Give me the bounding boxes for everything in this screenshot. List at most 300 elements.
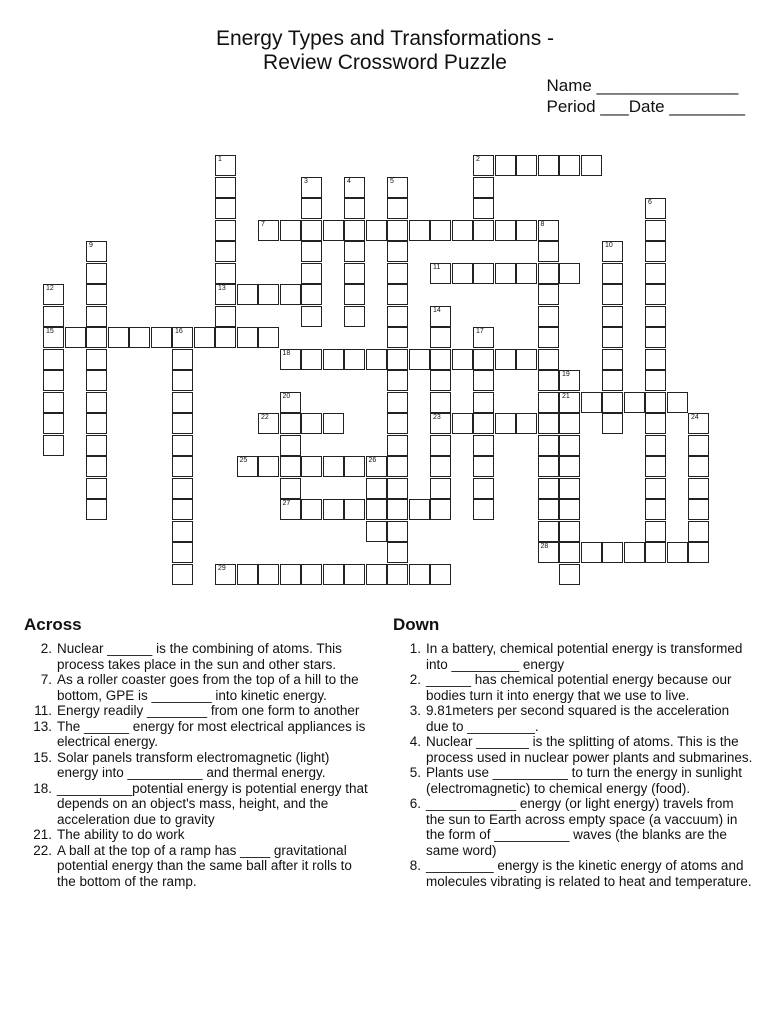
crossword-cell[interactable] xyxy=(86,327,107,348)
crossword-cell[interactable] xyxy=(86,456,107,477)
clue-text: Nuclear ______ is the combining of atoms. This process takes place in the sun and other stars. xyxy=(57,641,342,672)
crossword-cell[interactable] xyxy=(280,456,301,477)
crossword-cell[interactable] xyxy=(516,413,537,434)
crossword-cell[interactable] xyxy=(452,263,473,284)
crossword-cell[interactable] xyxy=(215,241,236,262)
crossword-cell[interactable] xyxy=(409,349,430,370)
crossword-cell[interactable] xyxy=(602,392,623,413)
crossword-cell[interactable] xyxy=(86,284,107,305)
crossword-cell[interactable] xyxy=(473,370,494,391)
crossword-cell[interactable] xyxy=(516,263,537,284)
crossword-cell[interactable] xyxy=(86,370,107,391)
crossword-cell[interactable] xyxy=(258,456,279,477)
name-field[interactable]: Name _______________ xyxy=(546,76,739,95)
crossword-cell[interactable] xyxy=(237,564,258,585)
crossword-cell[interactable] xyxy=(108,327,129,348)
crossword-cell[interactable] xyxy=(172,478,193,499)
crossword-cell[interactable] xyxy=(559,521,580,542)
crossword-cell[interactable] xyxy=(645,435,666,456)
crossword-cell[interactable] xyxy=(301,499,322,520)
crossword-cell[interactable] xyxy=(430,392,451,413)
crossword-cell[interactable] xyxy=(387,263,408,284)
crossword-cell[interactable] xyxy=(516,220,537,241)
crossword-cell[interactable] xyxy=(172,564,193,585)
crossword-cell[interactable] xyxy=(473,456,494,477)
crossword-cell[interactable] xyxy=(430,456,451,477)
clue-number: 11. xyxy=(34,703,52,718)
down-clue xyxy=(393,858,753,889)
crossword-cell[interactable] xyxy=(280,413,301,434)
crossword-cell[interactable] xyxy=(344,564,365,585)
crossword-cell[interactable] xyxy=(344,241,365,262)
crossword-cell[interactable] xyxy=(43,392,64,413)
crossword-cell[interactable] xyxy=(538,306,559,327)
crossword-cell[interactable] xyxy=(86,349,107,370)
crossword-cell[interactable] xyxy=(344,456,365,477)
period-date-field[interactable]: Period ___Date ________ xyxy=(546,97,745,116)
crossword-cell[interactable] xyxy=(344,306,365,327)
crossword-cell[interactable] xyxy=(452,349,473,370)
crossword-cell[interactable] xyxy=(645,499,666,520)
cell-number: 11 xyxy=(433,263,441,271)
clue-number: 8. xyxy=(409,858,421,873)
crossword-cell[interactable] xyxy=(602,349,623,370)
clue-number: 7. xyxy=(40,672,52,687)
crossword-cell[interactable] xyxy=(43,327,64,348)
crossword-cell[interactable] xyxy=(215,284,236,305)
crossword-cell[interactable] xyxy=(387,284,408,305)
crossword-cell[interactable] xyxy=(280,435,301,456)
crossword-cell[interactable] xyxy=(473,499,494,520)
crossword-cell[interactable] xyxy=(301,306,322,327)
crossword-cell[interactable] xyxy=(538,413,559,434)
crossword-cell[interactable] xyxy=(387,564,408,585)
crossword-cell[interactable] xyxy=(172,327,193,348)
crossword-cell[interactable] xyxy=(667,542,688,563)
crossword-cell[interactable] xyxy=(86,263,107,284)
crossword-cell[interactable] xyxy=(495,413,516,434)
clue-text: _________ energy is the kinetic energy of atoms and molecules vibrating is related to heat and temperature. xyxy=(426,858,752,889)
crossword-cell[interactable] xyxy=(301,413,322,434)
crossword-cell[interactable] xyxy=(667,392,688,413)
crossword-cell[interactable] xyxy=(538,435,559,456)
crossword-cell[interactable] xyxy=(538,220,559,241)
crossword-cell[interactable] xyxy=(280,284,301,305)
clue-text: As a roller coaster goes from the top of a hill to the bottom, GPE is ________ into kinetic energy. xyxy=(57,672,359,703)
crossword-cell[interactable] xyxy=(387,413,408,434)
cell-number: 22 xyxy=(261,414,269,421)
crossword-cell[interactable] xyxy=(645,542,666,563)
crossword-cell[interactable] xyxy=(387,306,408,327)
crossword-cell[interactable] xyxy=(430,349,451,370)
crossword-cell[interactable] xyxy=(366,521,387,542)
crossword-cell[interactable] xyxy=(688,413,709,434)
crossword-cell[interactable] xyxy=(280,564,301,585)
across-heading: Across xyxy=(24,615,82,634)
crossword-cell[interactable] xyxy=(301,198,322,219)
crossword-cell[interactable] xyxy=(473,177,494,198)
crossword-cell[interactable] xyxy=(43,435,64,456)
clue-text: In a battery, chemical potential energy is transformed into _________ energy xyxy=(426,641,743,672)
crossword-cell[interactable] xyxy=(409,499,430,520)
crossword-cell[interactable] xyxy=(344,499,365,520)
crossword-cell[interactable] xyxy=(581,155,602,176)
crossword-cell[interactable] xyxy=(473,413,494,434)
down-clues xyxy=(393,615,753,889)
crossword-cell[interactable] xyxy=(538,349,559,370)
cell-number: 19 xyxy=(562,371,570,378)
cell-number: 26 xyxy=(368,457,377,464)
cell-number: 5 xyxy=(390,177,394,185)
crossword-cell[interactable] xyxy=(43,349,64,370)
crossword-cell[interactable] xyxy=(301,177,322,198)
crossword-cell[interactable] xyxy=(215,220,236,241)
crossword-cell[interactable] xyxy=(645,392,666,413)
crossword-cell[interactable] xyxy=(688,478,709,499)
clue-text: Nuclear _______ is the splitting of atoms. This is the process used in nuclear power plants and submarines. xyxy=(426,734,753,765)
crossword-cell[interactable] xyxy=(215,177,236,198)
clue-number: 21. xyxy=(33,827,52,842)
crossword-cell[interactable] xyxy=(430,413,451,434)
crossword-cell[interactable] xyxy=(430,564,451,585)
crossword-cell[interactable] xyxy=(301,564,322,585)
crossword-cell[interactable] xyxy=(624,542,645,563)
cell-number: 16 xyxy=(175,328,183,335)
crossword-cell[interactable] xyxy=(172,521,193,542)
crossword-cell[interactable] xyxy=(366,478,387,499)
crossword-cell[interactable] xyxy=(430,435,451,456)
crossword-cell[interactable] xyxy=(43,413,64,434)
crossword-cell[interactable] xyxy=(559,370,580,391)
crossword-cell[interactable] xyxy=(538,499,559,520)
cell-number: 7 xyxy=(261,220,265,228)
crossword-cell[interactable] xyxy=(645,456,666,477)
crossword-cell[interactable] xyxy=(43,370,64,391)
crossword-cell[interactable] xyxy=(258,327,279,348)
crossword-cell[interactable] xyxy=(172,456,193,477)
crossword-cell[interactable] xyxy=(172,435,193,456)
crossword-cell[interactable] xyxy=(559,564,580,585)
crossword-cell[interactable] xyxy=(387,392,408,413)
clue-number: 22. xyxy=(33,842,52,858)
crossword-cell[interactable] xyxy=(280,220,301,241)
crossword-cell[interactable] xyxy=(301,263,322,284)
crossword-cell[interactable] xyxy=(452,413,473,434)
crossword-cell[interactable] xyxy=(581,392,602,413)
crossword-cell[interactable] xyxy=(344,220,365,241)
crossword-cell[interactable] xyxy=(86,499,107,520)
cell-number: 3 xyxy=(304,177,308,185)
across-clue xyxy=(24,750,374,781)
crossword-cell[interactable] xyxy=(366,564,387,585)
crossword-cell[interactable] xyxy=(43,306,64,327)
crossword-cell[interactable] xyxy=(366,456,387,477)
crossword-cell[interactable] xyxy=(688,456,709,477)
crossword-cell[interactable] xyxy=(559,413,580,434)
across-clue xyxy=(24,703,374,719)
crossword-cell[interactable] xyxy=(172,499,193,520)
crossword-cell[interactable] xyxy=(473,263,494,284)
crossword-cell[interactable] xyxy=(366,349,387,370)
clue-text: ______ has chemical potential energy because our bodies turn it into energy that we use to live. xyxy=(426,672,732,703)
crossword-cell[interactable] xyxy=(538,392,559,413)
cell-number: 1 xyxy=(218,156,222,163)
clue-number: 13. xyxy=(33,718,52,734)
crossword-cell[interactable] xyxy=(387,349,408,370)
cell-number: 17 xyxy=(476,328,484,335)
across-clue xyxy=(24,781,374,828)
crossword-cell[interactable] xyxy=(86,435,107,456)
crossword-cell[interactable] xyxy=(387,478,408,499)
crossword-cell[interactable] xyxy=(538,327,559,348)
crossword-cell[interactable] xyxy=(430,306,451,327)
crossword-cell[interactable] xyxy=(430,220,451,241)
crossword-cell[interactable] xyxy=(516,349,537,370)
crossword-cell[interactable] xyxy=(645,263,666,284)
crossword-cell[interactable] xyxy=(495,155,516,176)
crossword-cell[interactable] xyxy=(387,542,408,563)
crossword-cell[interactable] xyxy=(172,370,193,391)
crossword-cell[interactable] xyxy=(387,241,408,262)
crossword-cell[interactable] xyxy=(430,499,451,520)
crossword-cell[interactable] xyxy=(215,263,236,284)
cell-number: 8 xyxy=(540,220,545,228)
crossword-cell[interactable] xyxy=(280,478,301,499)
crossword-cell[interactable] xyxy=(559,542,580,563)
crossword-cell[interactable] xyxy=(387,521,408,542)
crossword-cell[interactable] xyxy=(581,542,602,563)
crossword-cell[interactable] xyxy=(645,284,666,305)
crossword-cell[interactable] xyxy=(301,241,322,262)
crossword-cell[interactable] xyxy=(323,349,344,370)
across-clue xyxy=(24,672,374,703)
crossword-cell[interactable] xyxy=(602,370,623,391)
down-heading: Down xyxy=(393,615,440,634)
crossword-cell[interactable] xyxy=(65,327,86,348)
crossword-cell[interactable] xyxy=(323,220,344,241)
crossword-cell[interactable] xyxy=(258,220,279,241)
crossword-cell[interactable] xyxy=(473,349,494,370)
clue-text: Solar panels transform electromagnetic (light) energy into __________ and thermal energy. xyxy=(57,749,330,780)
cell-number: 25 xyxy=(239,457,248,464)
crossword-cell[interactable] xyxy=(602,306,623,327)
crossword-cell[interactable] xyxy=(86,241,107,262)
crossword-cell[interactable] xyxy=(323,456,344,477)
crossword-cell[interactable] xyxy=(559,263,580,284)
crossword-cell[interactable] xyxy=(387,456,408,477)
crossword-cell[interactable] xyxy=(688,435,709,456)
crossword-cell[interactable] xyxy=(172,413,193,434)
crossword-cell[interactable] xyxy=(624,392,645,413)
crossword-cell[interactable] xyxy=(215,564,236,585)
crossword-cell[interactable] xyxy=(172,542,193,563)
across-clue xyxy=(24,843,374,890)
crossword-cell[interactable] xyxy=(344,349,365,370)
crossword-cell[interactable] xyxy=(559,435,580,456)
crossword-cell[interactable] xyxy=(237,327,258,348)
crossword-cell[interactable] xyxy=(538,284,559,305)
crossword-cell[interactable] xyxy=(280,499,301,520)
crossword-cell[interactable] xyxy=(645,327,666,348)
crossword-cell[interactable] xyxy=(387,220,408,241)
crossword-cell[interactable] xyxy=(473,478,494,499)
crossword-cell[interactable] xyxy=(538,478,559,499)
crossword-cell[interactable] xyxy=(602,413,623,434)
crossword-cell[interactable] xyxy=(538,241,559,262)
crossword-cell[interactable] xyxy=(538,155,559,176)
clue-number: 15. xyxy=(33,749,52,765)
crossword-cell[interactable] xyxy=(409,220,430,241)
crossword-cell[interactable] xyxy=(473,198,494,219)
cell-number: 28 xyxy=(540,543,549,550)
crossword-cell[interactable] xyxy=(344,284,365,305)
crossword-cell[interactable] xyxy=(495,263,516,284)
crossword-cell[interactable] xyxy=(645,349,666,370)
crossword-cell[interactable] xyxy=(237,456,258,477)
crossword-cell[interactable] xyxy=(645,521,666,542)
clue-text: The ______ energy for most electrical appliances is electrical energy. xyxy=(57,718,366,749)
crossword-cell[interactable] xyxy=(559,478,580,499)
crossword-cell[interactable] xyxy=(323,413,344,434)
clue-number: 5. xyxy=(409,765,421,780)
crossword-cell[interactable] xyxy=(473,220,494,241)
crossword-cell[interactable] xyxy=(387,327,408,348)
crossword-cell[interactable] xyxy=(645,220,666,241)
clue-number: 18. xyxy=(33,780,52,796)
crossword-cell[interactable] xyxy=(215,327,236,348)
crossword-cell[interactable] xyxy=(473,327,494,348)
crossword-cell[interactable] xyxy=(280,349,301,370)
crossword-cell[interactable] xyxy=(387,370,408,391)
crossword-cell[interactable] xyxy=(645,478,666,499)
crossword-cell[interactable] xyxy=(387,499,408,520)
down-clue xyxy=(393,734,753,765)
crossword-cell[interactable] xyxy=(258,284,279,305)
crossword-cell[interactable] xyxy=(602,327,623,348)
crossword-cell[interactable] xyxy=(301,220,322,241)
crossword-cell[interactable] xyxy=(538,370,559,391)
crossword-cell[interactable] xyxy=(473,392,494,413)
crossword-cell[interactable] xyxy=(430,478,451,499)
crossword-cell[interactable] xyxy=(86,392,107,413)
crossword-cell[interactable] xyxy=(473,155,494,176)
crossword-cell[interactable] xyxy=(688,521,709,542)
crossword-cell[interactable] xyxy=(215,155,236,176)
crossword-cell[interactable] xyxy=(387,198,408,219)
crossword-cell[interactable] xyxy=(430,263,451,284)
crossword-cell[interactable] xyxy=(516,155,537,176)
crossword-cell[interactable] xyxy=(387,435,408,456)
crossword-cell[interactable] xyxy=(215,306,236,327)
crossword-cell[interactable] xyxy=(129,327,150,348)
crossword-cell[interactable] xyxy=(602,241,623,262)
clue-text: A ball at the top of a ramp has ____ gravitational potential energy than the same ball after it rolls to the bottom of the ramp. xyxy=(57,842,352,889)
crossword-cell[interactable] xyxy=(172,392,193,413)
crossword-cell[interactable] xyxy=(688,542,709,563)
crossword-cell[interactable] xyxy=(645,306,666,327)
crossword-cell[interactable] xyxy=(387,177,408,198)
crossword-cell[interactable] xyxy=(258,413,279,434)
clue-text: Energy readily ________ from one form to another xyxy=(57,703,360,718)
crossword-cell[interactable] xyxy=(538,263,559,284)
crossword-cell[interactable] xyxy=(602,284,623,305)
crossword-cell[interactable] xyxy=(344,177,365,198)
crossword-cell[interactable] xyxy=(344,263,365,284)
cell-number: 14 xyxy=(433,306,441,314)
crossword-cell[interactable] xyxy=(559,456,580,477)
crossword-cell[interactable] xyxy=(473,435,494,456)
across-clue xyxy=(24,641,374,672)
crossword-cell[interactable] xyxy=(602,263,623,284)
crossword-cell[interactable] xyxy=(86,413,107,434)
crossword-cell[interactable] xyxy=(172,349,193,370)
cell-number: 21 xyxy=(562,392,570,400)
crossword-cell[interactable] xyxy=(323,564,344,585)
crossword-cell[interactable] xyxy=(366,220,387,241)
crossword-cell[interactable] xyxy=(559,499,580,520)
down-clue xyxy=(393,703,753,734)
crossword-cell[interactable] xyxy=(538,521,559,542)
clue-number: 6. xyxy=(409,796,421,811)
across-clue-list xyxy=(24,641,374,889)
crossword-cell[interactable] xyxy=(645,370,666,391)
crossword-cell[interactable] xyxy=(688,499,709,520)
crossword-cell[interactable] xyxy=(602,542,623,563)
crossword-cell[interactable] xyxy=(151,327,172,348)
crossword-cell[interactable] xyxy=(645,413,666,434)
crossword-cell[interactable] xyxy=(452,220,473,241)
clue-number: 2. xyxy=(409,672,421,687)
cell-number: 27 xyxy=(282,500,291,507)
cell-number: 24 xyxy=(691,414,699,421)
crossword-cell[interactable] xyxy=(86,306,107,327)
cell-number: 18 xyxy=(282,349,291,357)
crossword-cell[interactable] xyxy=(344,198,365,219)
crossword-cell[interactable] xyxy=(538,456,559,477)
clue-number: 3. xyxy=(409,703,421,718)
crossword-cell[interactable] xyxy=(495,349,516,370)
crossword-cell[interactable] xyxy=(258,564,279,585)
crossword-cell[interactable] xyxy=(645,241,666,262)
crossword-cell[interactable] xyxy=(301,456,322,477)
down-clue-list xyxy=(393,641,753,889)
crossword-cell[interactable] xyxy=(301,284,322,305)
crossword-cell[interactable] xyxy=(237,284,258,305)
crossword-cell[interactable] xyxy=(538,542,559,563)
crossword-cell[interactable] xyxy=(323,499,344,520)
cell-number: 13 xyxy=(218,285,226,292)
across-clues xyxy=(24,615,374,889)
across-clue xyxy=(24,719,374,750)
crossword-cell[interactable] xyxy=(280,392,301,413)
crossword-cell[interactable] xyxy=(86,478,107,499)
crossword-cell[interactable] xyxy=(301,349,322,370)
across-clue xyxy=(24,827,374,843)
cell-number: 12 xyxy=(46,285,54,292)
clue-text: ____________ energy (or light energy) travels from the sun to Earth across empty space (a vaccuum) in the form of __________ waves (the blanks are the same word) xyxy=(426,796,738,858)
crossword-cell[interactable] xyxy=(559,155,580,176)
crossword-cell[interactable] xyxy=(430,370,451,391)
crossword-cell[interactable] xyxy=(366,499,387,520)
crossword-cell[interactable] xyxy=(409,564,430,585)
crossword-cell[interactable] xyxy=(559,392,580,413)
crossword-cell[interactable] xyxy=(430,327,451,348)
crossword-cell[interactable] xyxy=(645,198,666,219)
crossword-cell[interactable] xyxy=(495,220,516,241)
crossword-cell[interactable] xyxy=(194,327,215,348)
crossword-cell[interactable] xyxy=(215,198,236,219)
crossword-cell[interactable] xyxy=(43,284,64,305)
